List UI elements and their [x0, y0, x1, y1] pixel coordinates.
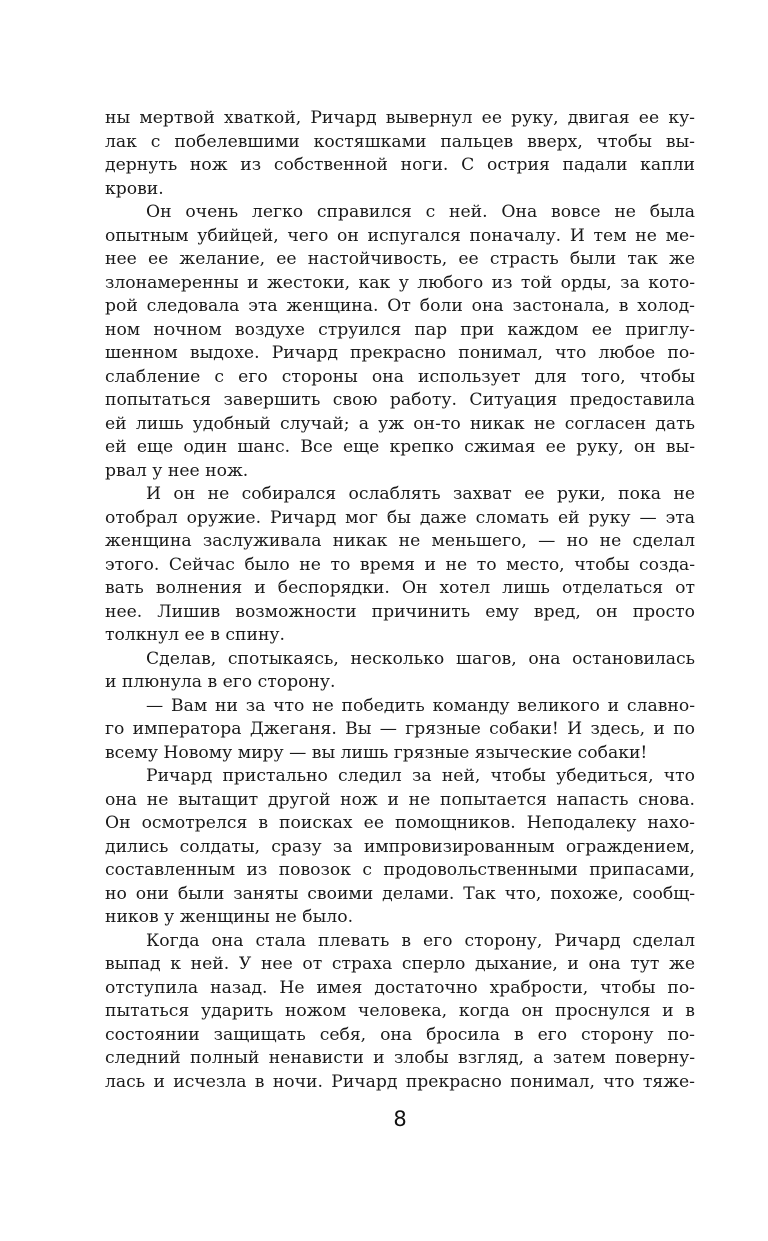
text-line: Он осмотрелся в поисках ее помощников. Неподалеку нахо- — [105, 813, 695, 833]
text-line: состоянии защищать себя, она бросила в его сторону по- — [105, 1024, 695, 1045]
text-line: ны мертвой хваткой, Ричард вывернул ее руку, двигая ее ку- — [105, 108, 695, 128]
text-line: ей лишь удобный случай; а уж он-то никак не согласен дать — [105, 413, 695, 434]
text-line: всему Новому миру — вы лишь грязные языческие собаки! — [105, 742, 648, 763]
text-line: дернуть нож из собственной ноги. С острия падали капли — [105, 155, 695, 175]
text-line: рой следовала эта женщина. От боли она застонала, в холод- — [105, 296, 695, 316]
text-line: ном ночном воздухе струился пар при каждом ее приглу- — [105, 319, 695, 340]
text-line: она не вытащит другой нож и не попытается напасть снова. — [105, 789, 695, 810]
paragraph — [105, 201, 695, 483]
paragraph — [105, 930, 695, 1095]
text-line: — Вам ни за что не победить команду великого и славно- — [146, 695, 695, 716]
paragraph — [105, 107, 695, 201]
text-line: Когда она стала плевать в его сторону, Ричард сделал — [146, 930, 695, 951]
text-line: злонамеренны и жестоки, как у любого из той орды, за кото- — [105, 272, 695, 293]
paragraph — [105, 648, 695, 695]
text-line: И он не собирался ослаблять захват ее руки, пока не — [146, 484, 695, 504]
text-line: попытаться завершить свою работу. Ситуация предоставила — [105, 390, 695, 410]
text-line: слабление с его стороны она использует для того, чтобы — [105, 366, 695, 387]
text-line: этого. Сейчас было не то время и не то место, чтобы созда- — [105, 554, 695, 575]
text-line: отобрал оружие. Ричард мог бы даже сломать ей руку — эта — [105, 507, 695, 528]
text-line: следний полный ненависти и злобы взгляд, а затем поверну- — [105, 1048, 695, 1068]
paragraph — [105, 765, 695, 930]
paragraph — [105, 483, 695, 648]
text-line: отступила назад. Не имея достаточно храбрости, чтобы по- — [105, 977, 695, 998]
text-line: шенном выдохе. Ричард прекрасно понимал, что любое по- — [105, 343, 695, 363]
text-line: нее. Лишив возможности причинить ему вред, он просто — [105, 601, 695, 622]
paragraph — [105, 695, 695, 766]
text-line: выпад к ней. У нее от страха сперло дыхание, и она тут же — [105, 954, 695, 974]
text-line: и плюнула в его сторону. — [105, 672, 336, 692]
text-line: нее ее желание, ее настойчивость, ее страсть были так же — [105, 249, 695, 269]
text-line: вать волнения и беспорядки. Он хотел лишь отделаться от — [105, 578, 695, 598]
text-line: лась и исчезла в ночи. Ричард прекрасно понимал, что тяже- — [105, 1071, 695, 1092]
text-line: Он очень легко справился с ней. Она вовсе не была — [146, 202, 695, 222]
text-line: толкнул ее в спину. — [105, 625, 285, 645]
text-line: лак с побелевшими костяшками пальцев вверх, чтобы вы- — [105, 131, 695, 152]
page-body — [105, 107, 695, 1094]
text-line: го императора Джеганя. Вы — грязные собаки! И здесь, и по — [105, 719, 695, 739]
text-line: но они были заняты своими делами. Так что, похоже, сообщ- — [105, 883, 695, 904]
page-number: 8 — [393, 1107, 407, 1131]
text-line: составленным из повозок с продовольственными припасами, — [105, 860, 695, 880]
text-line: Ричард пристально следил за ней, чтобы убедиться, что — [146, 766, 695, 786]
text-line: пытаться ударить ножом человека, когда он проснулся и в — [105, 1001, 695, 1021]
text-line: женщина заслуживала никак не меньшего, — но не сделал — [105, 531, 695, 551]
text-line: ей еще один шанс. Все еще крепко сжимая ее руку, он вы- — [105, 437, 695, 457]
text-line: дились солдаты, сразу за импровизированным ограждением, — [105, 836, 695, 857]
text-line: крови. — [105, 178, 164, 199]
text-line: ников у женщины не было. — [105, 907, 354, 927]
text-line: Сделав, спотыкаясь, несколько шагов, она остановилась — [146, 648, 695, 669]
text-line: рвал у нее нож. — [105, 460, 249, 481]
text-line: опытным убийцей, чего он испугался поначалу. И тем не ме- — [105, 225, 695, 246]
